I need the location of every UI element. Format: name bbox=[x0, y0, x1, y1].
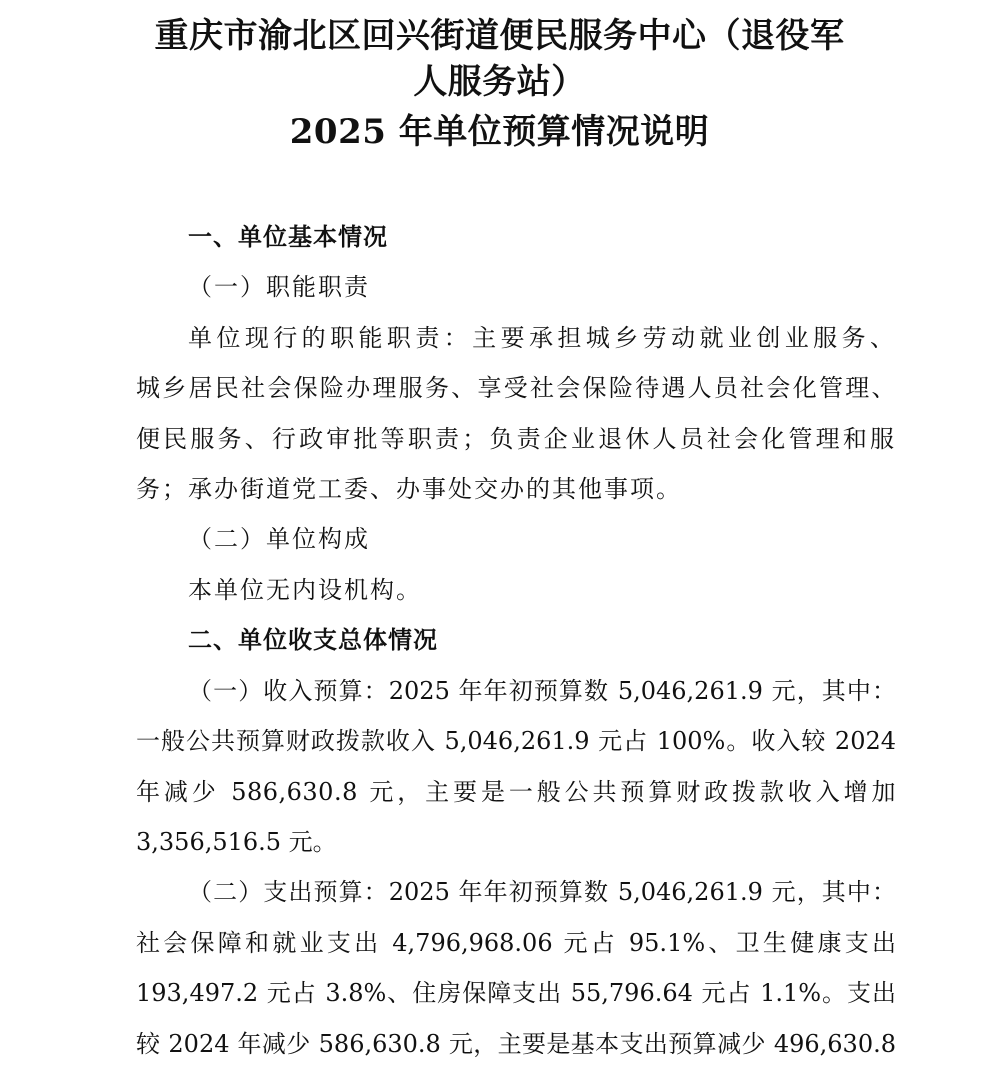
paragraph-line: 城乡居民社会保险办理服务、享受社会保险待遇人员社会化管理、 bbox=[136, 374, 896, 402]
paragraph-line: 务；承办街道党工委、办事处交办的其他事项。 bbox=[136, 475, 682, 503]
section-heading-budget-overview: 二、单位收支总体情况 bbox=[188, 625, 438, 654]
paragraph-line: 一般公共预算财政拨款收入 5,046,261.9 元占 100%。收入较 2024 bbox=[136, 727, 896, 755]
paragraph-line: 193,497.2 元占 3.8%、住房保障支出 55,796.64 元占 1.1%。支出 bbox=[136, 979, 896, 1007]
paragraph-line: 社会保障和就业支出 4,796,968.06 元占 95.1%、卫生健康支出 bbox=[136, 929, 896, 957]
subsection-heading-composition: （二）单位构成 bbox=[188, 525, 370, 553]
paragraph-line: 本单位无内设机构。 bbox=[188, 576, 422, 604]
paragraph-line: 年减少 586,630.8 元，主要是一般公共预算财政拨款收入增加 bbox=[136, 778, 896, 806]
paragraph-line: 单位现行的职能职责：主要承担城乡劳动就业创业服务、 bbox=[188, 324, 896, 352]
subsection-heading-functions: （一）职能职责 bbox=[188, 273, 370, 301]
document-title-line-3: 2025 年单位预算情况说明 bbox=[289, 112, 710, 152]
paragraph-line: 3,356,516.5 元。 bbox=[136, 828, 337, 856]
paragraph-line: （二）支出预算：2025 年年初预算数 5,046,261.9 元，其中： bbox=[188, 878, 896, 906]
paragraph-line: （一）收入预算：2025 年年初预算数 5,046,261.9 元，其中： bbox=[188, 677, 896, 705]
section-heading-basic-info: 一、单位基本情况 bbox=[188, 222, 388, 251]
paragraph-line: 便民服务、行政审批等职责；负责企业退休人员社会化管理和服 bbox=[136, 425, 896, 453]
document-title-line-1: 重庆市渝北区回兴街道便民服务中心（退役军 bbox=[154, 16, 845, 56]
document-title-line-2: 人服务站） bbox=[413, 62, 586, 102]
paragraph-line: 较 2024 年减少 586,630.8 元，主要是基本支出预算减少 496,630.8 bbox=[136, 1030, 896, 1058]
